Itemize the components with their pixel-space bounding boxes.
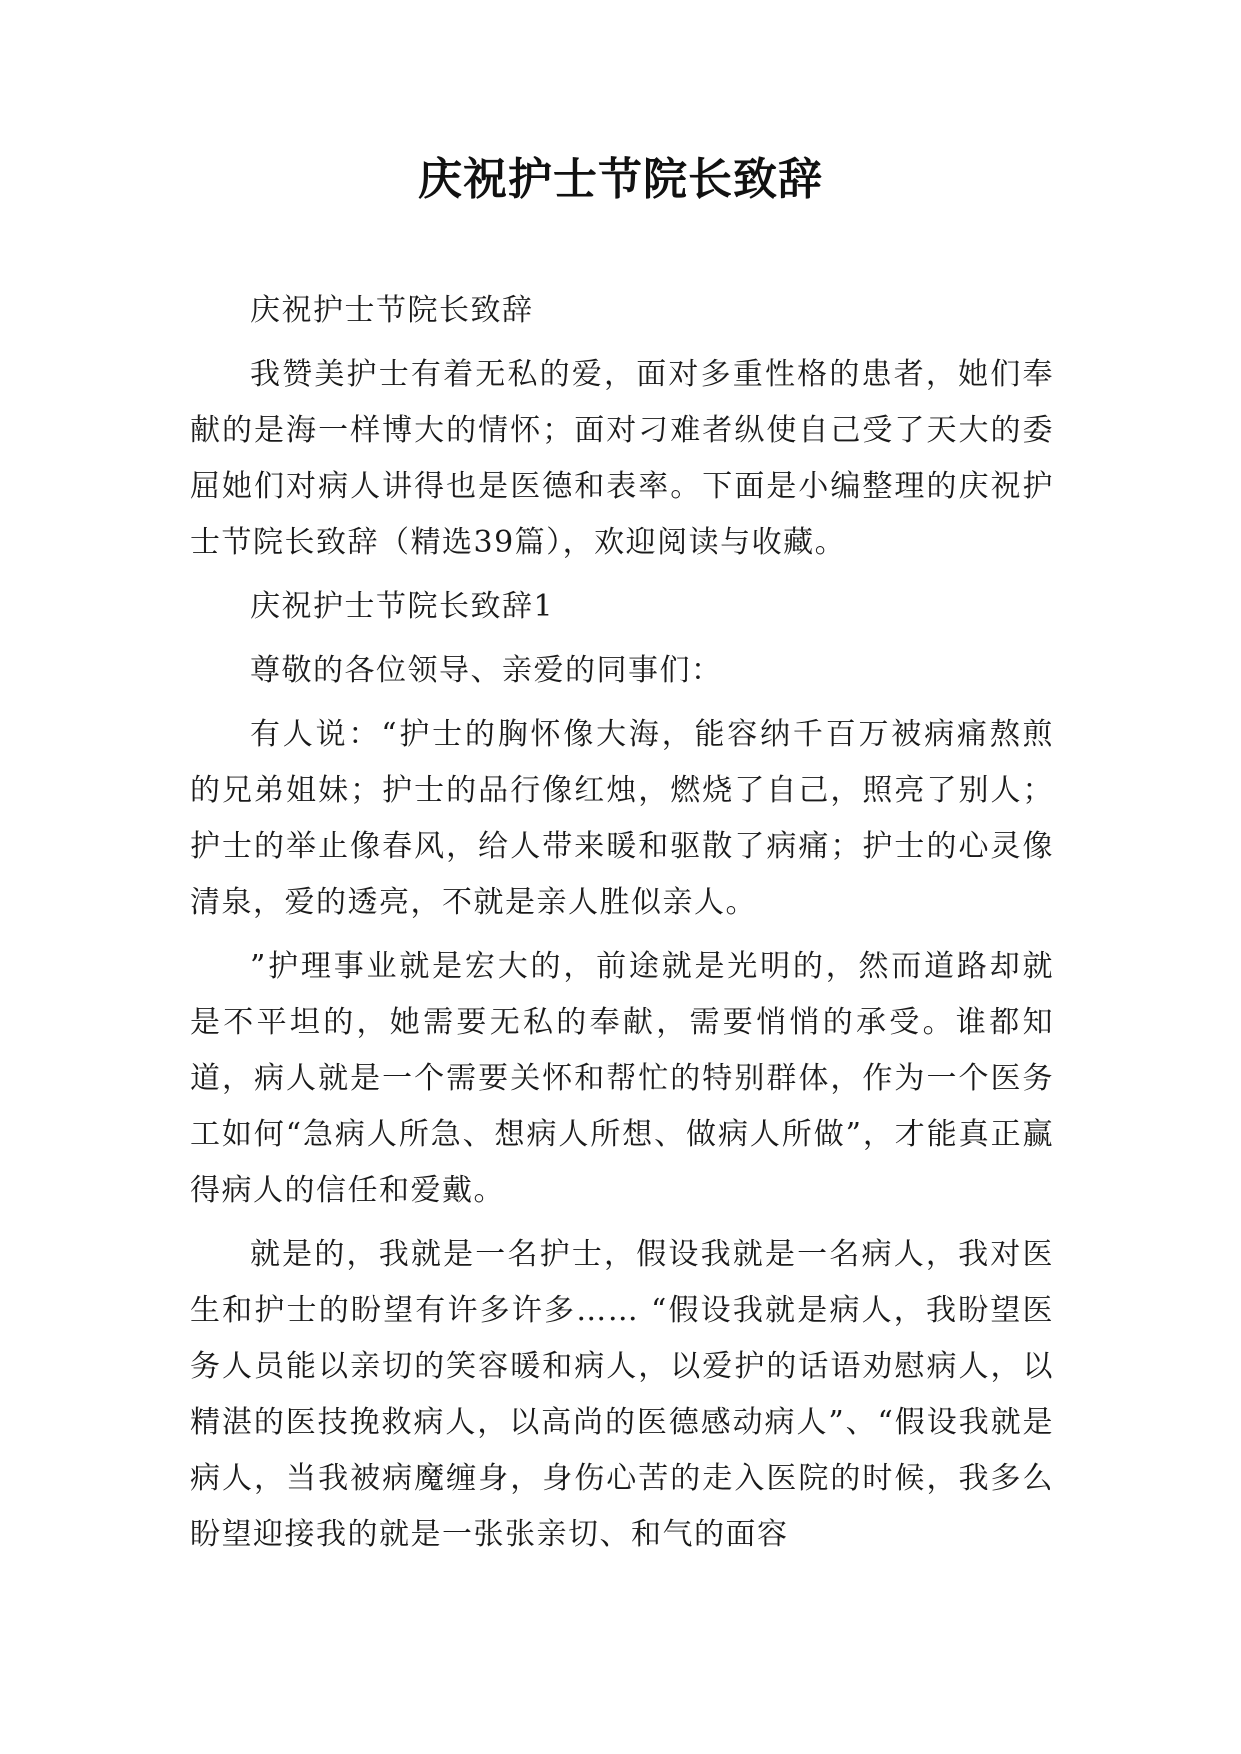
paragraph: 庆祝护士节院长致辞	[250, 293, 534, 328]
paragraph: 庆祝护士节院长致辞1	[250, 589, 555, 624]
document-body	[190, 283, 1054, 1571]
document-title: 庆祝护士节院长致辞	[418, 154, 823, 205]
paragraph: 有人说：“护士的胸怀像大海，能容纳千百万被病痛熬煎的兄弟姐妹；护士的品行像红烛，燃烧了自己，照亮了别人；护士的举止像春风，给人带来暖和驱散了病痛；护士的心灵像清泉，爱的透亮，不就是亲人胜似亲人。	[190, 717, 1054, 920]
paragraph: 我赞美护士有着无私的爱，面对多重性格的患者，她们奉献的是海一样博大的情怀；面对刁难者纵使自己受了天大的委屈她们对病人讲得也是医德和表率。下面是小编整理的庆祝护士节院长致辞（精选39篇），欢迎阅读与收藏。	[190, 357, 1054, 560]
paragraph: ”护理事业就是宏大的，前途就是光明的，然而道路却就是不平坦的，她需要无私的奉献，需要悄悄的承受。谁都知道，病人就是一个需要关怀和帮忙的特别群体，作为一个医务工如何“急病人所急、想病人所想、做病人所做”，才能真正赢得病人的信任和爱戴。	[190, 949, 1054, 1208]
paragraph: 就是的，我就是一名护士，假设我就是一名病人，我对医生和护士的盼望有许多许多…… “假设我就是病人，我盼望医务人员能以亲切的笑容暖和病人，以爱护的话语劝慰病人，以精湛的医技挽救病人，以高尚的医德感动病人”、“假设我就是病人，当我被病魔缠身，身伤心苦的走入医院的时候，我多么盼望迎接我的就是一张张亲切、和气的面容	[190, 1237, 1054, 1552]
paragraph: 尊敬的各位领导、亲爱的同事们：	[250, 653, 723, 688]
